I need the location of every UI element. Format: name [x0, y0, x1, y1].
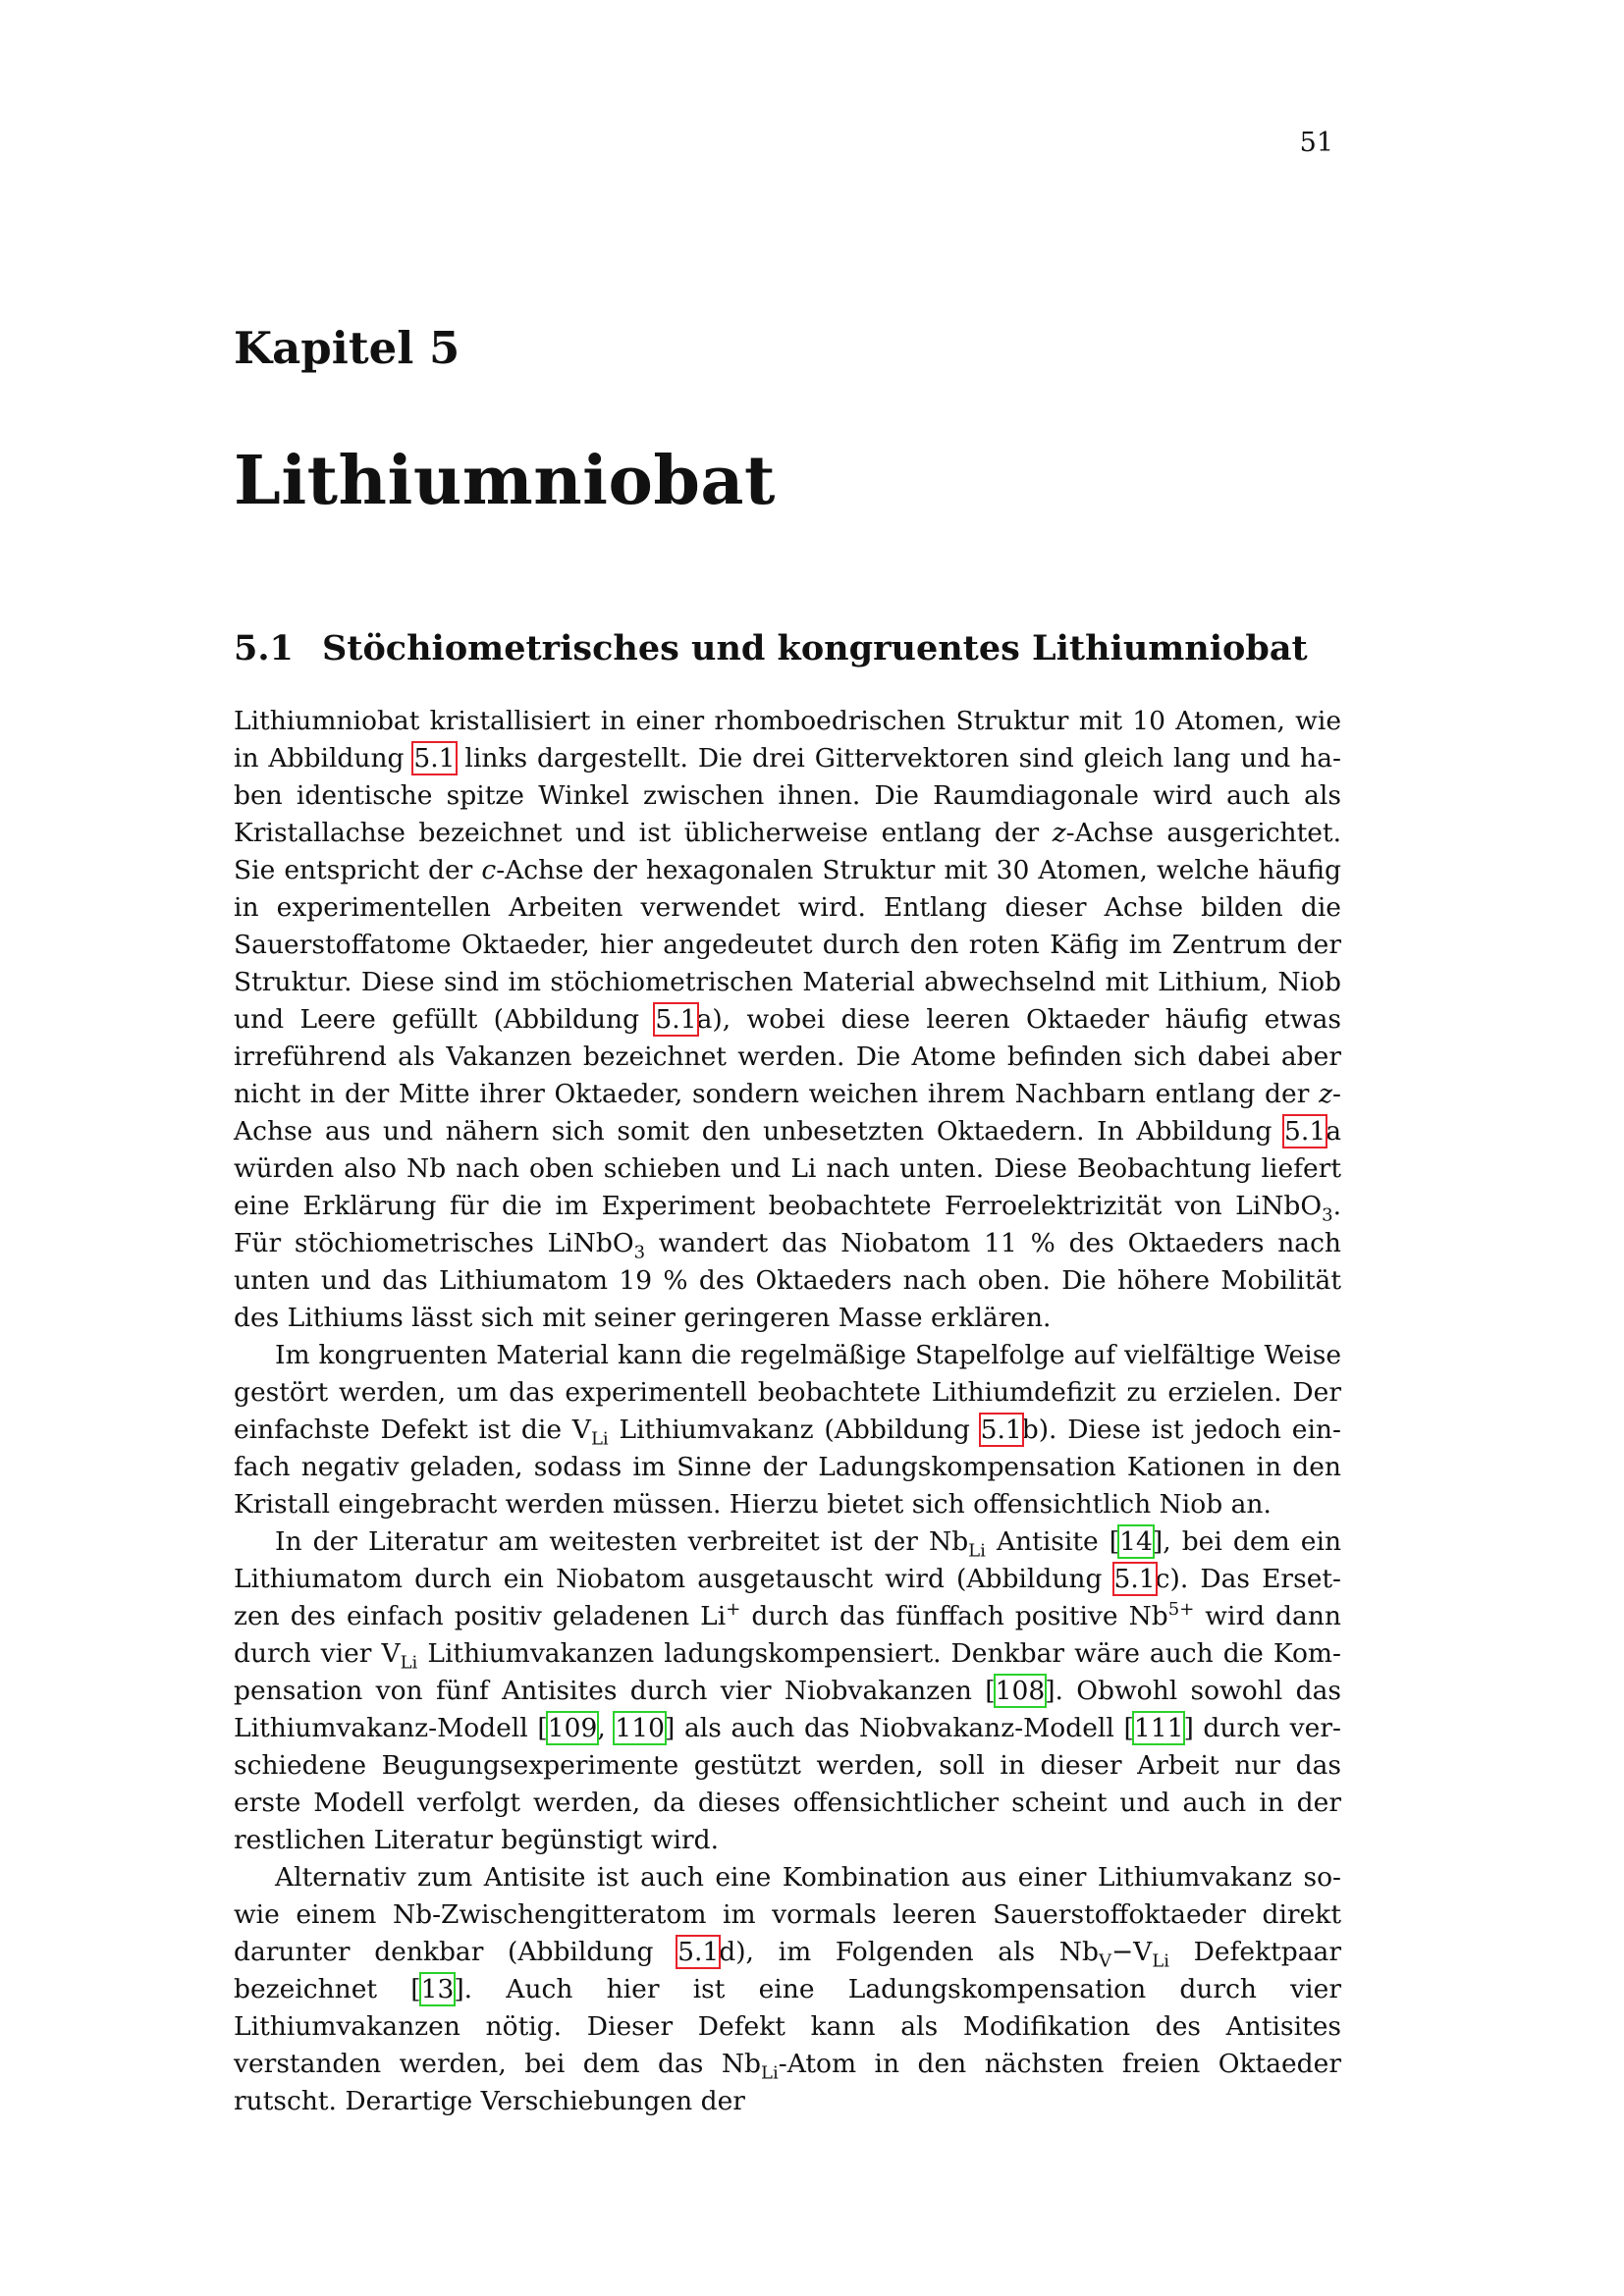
citation-link-14[interactable]: 14	[1119, 1526, 1153, 1557]
text: ]. Obwohl sowohl das Lithiumvakanz-Modell [	[234, 1676, 1341, 1743]
subscript: Li	[590, 1428, 609, 1450]
chapter-title: Lithiumniobat	[234, 442, 776, 520]
text: ,	[597, 1713, 616, 1743]
section-heading	[234, 628, 1308, 668]
text: Lithiumvakanzen ladungskompensiert. Denkbar wäre auch die Kompensation von fünf Antisites durch vier Niobvakanzen [	[234, 1638, 1342, 1706]
text: −V	[1110, 1937, 1153, 1967]
section-title: Stöchiometrisches und kongruentes Lithiumniobat	[322, 628, 1308, 668]
section-number: 5.1	[234, 628, 294, 668]
paragraph-1	[234, 703, 1341, 1337]
text: -Achse ausgerichtet. Sie entspricht der	[234, 818, 1342, 885]
variable-c: c	[481, 855, 497, 885]
subscript: Li	[761, 2062, 779, 2084]
text: wandert das Niobatom 11 % des Oktaeders nach unten und das Lithiumatom 19 % des Oktaeders nach oben. Die höhere Mobilität des Lithiums lässt sich mit seiner geringeren Masse erklären.	[234, 1228, 1341, 1333]
text: Alternativ zum Antisite ist auch eine Kombination aus einer Lithiumvakanz sowie einem Nb-Zwischengitteratom im vormals leeren Sauerstoffoktaeder direkt darunter denkbar (Abbildung	[234, 1862, 1341, 1967]
text: c). Das Ersetzen des einfach positiv geladenen Li	[234, 1564, 1341, 1631]
variable-z: z	[1052, 818, 1066, 848]
paragraph-2	[234, 1337, 1341, 1523]
citation-link-109[interactable]: 109	[547, 1713, 598, 1743]
citation-link-110[interactable]: 110	[615, 1713, 666, 1743]
text: ] durch verschiedene Beugungsexperimente gestützt werden, soll in dieser Arbeit nur das erste Modell verfolgt werden, da dieses offensichtlicher scheint und auch in der restlichen Literatur begünstigt wird.	[234, 1713, 1341, 1855]
text: ]. Auch hier ist eine Ladungskompensation durch vier Lithiumvakanzen nötig. Dieser Defekt kann als Modifikation des Antisites verstanden werden, bei dem das Nb	[234, 1974, 1341, 2079]
paragraph-4	[234, 1859, 1341, 2120]
figure-reference-link[interactable]: 5.1	[1113, 1564, 1156, 1594]
text: durch das fünffach positive Nb	[740, 1601, 1168, 1631]
text: a würden also Nb nach oben schieben und Li nach unten. Diese Beobachtung liefert eine Erklärung für die im Experiment beobachtete Ferroelektrizität von LiNbO	[234, 1116, 1341, 1221]
subscript: Li	[400, 1652, 418, 1674]
superscript: 5+	[1167, 1599, 1195, 1621]
body-text	[234, 703, 1341, 2120]
text: In der Literatur am weitesten verbreitet ist der Nb	[275, 1526, 969, 1557]
text: links dargestellt. Die drei Gittervektoren sind gleich lang und haben identische spitze Winkel zwischen ihnen. Die Raumdiagonale wird auch als Kristallachse bezeichnet und ist üblicherweise entlang der	[234, 743, 1342, 848]
text: -Achse aus und nähern sich somit den unbesetzten Oktaedern. In Abbildung	[234, 1079, 1341, 1147]
subscript: Li	[968, 1540, 986, 1562]
figure-reference-link[interactable]: 5.1	[980, 1415, 1022, 1445]
text: . Für stöchiometrisches LiNbO	[234, 1191, 1341, 1258]
text: Im kongruenten Material kann die regelmäßige Stapelfolge auf vielfältige Weise gestört werden, um das experimentell beobachtete Lithiumdefizit zu erzielen. Der einfachste Defekt ist die V	[234, 1340, 1341, 1445]
figure-reference-link[interactable]: 5.1	[655, 1004, 697, 1035]
text: ] als auch das Niobvakanz-Modell [	[665, 1713, 1134, 1743]
figure-reference-link[interactable]: 5.1	[677, 1937, 720, 1967]
text: Antisite [	[985, 1526, 1120, 1557]
figure-reference-link[interactable]: 5.1	[413, 743, 456, 774]
subscript: V	[1098, 1950, 1111, 1972]
text: d), im Folgenden als Nb	[719, 1937, 1099, 1967]
paragraph-3	[234, 1523, 1341, 1859]
subscript: 3	[633, 1242, 646, 1263]
text: Lithiumniobat kristallisiert in einer rhomboedrischen Struktur mit 10 Atomen, wie in Abbildung	[234, 706, 1341, 774]
chapter-label: Kapitel 5	[234, 322, 460, 374]
subscript: Li	[1152, 1950, 1170, 1972]
text: b). Diese ist jedoch einfach negativ geladen, sodass im Sinne der Ladungskompensation Kationen in den Kristall eingebracht werden müssen. Hierzu bietet sich offensichtlich Niob an.	[234, 1415, 1341, 1520]
text: Defektpaar bezeichnet [	[234, 1937, 1342, 2004]
text: -Achse der hexagonalen Struktur mit 30 Atomen, welche häufig in experimentellen Arbeiten verwendet wird. Entlang dieser Achse bilden die Sauerstoffatome Oktaeder, hier angedeutet durch den roten Käfig im Zentrum der Struktur. Diese sind im stöchiometrischen Material abwechselnd mit Lithium, Niob und Leere gefüllt (Abbildung	[234, 855, 1341, 1035]
page-number: 51	[1299, 128, 1333, 158]
figure-reference-link[interactable]: 5.1	[1284, 1116, 1326, 1147]
subscript: 3	[1322, 1204, 1333, 1226]
text: ], bei dem ein Lithiumatom durch ein Niobatom ausgetauscht wird (Abbildung	[234, 1526, 1342, 1594]
variable-z: z	[1319, 1079, 1333, 1109]
text: a), wobei diese leeren Oktaeder häufig etwas irreführend als Vakanzen bezeichnet werden. Die Atome befinden sich dabei aber nicht in der Mitte ihrer Oktaeder, sondern weichen ihrem Nachbarn entlang der	[234, 1004, 1341, 1109]
citation-link-108[interactable]: 108	[995, 1676, 1046, 1706]
text: wird dann durch vier V	[234, 1601, 1341, 1669]
citation-link-111[interactable]: 111	[1133, 1713, 1184, 1743]
text: -Atom in den nächsten freien Oktaeder rutscht. Derartige Verschiebungen der	[234, 2049, 1341, 2116]
text: Lithiumvakanz (Abbildung	[608, 1415, 981, 1445]
citation-link-13[interactable]: 13	[420, 1974, 455, 2004]
superscript: +	[726, 1599, 741, 1621]
